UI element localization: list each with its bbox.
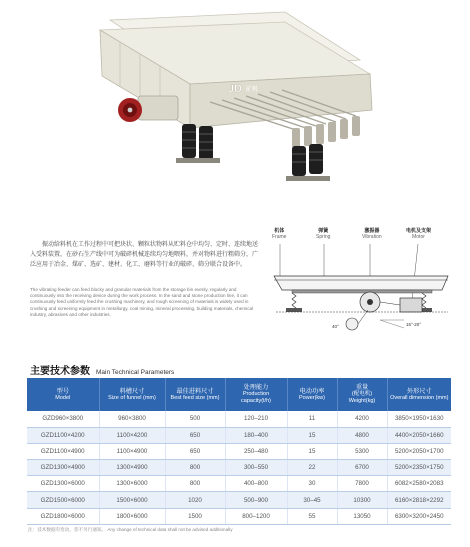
table-row — [27, 411, 451, 427]
part-label-motor: 电机及支架 Motor — [406, 228, 432, 240]
table-row — [27, 492, 451, 508]
cell-dimension: 5200×2350×1750 — [387, 460, 451, 476]
column-header-power: 电动功率 Power(kw) — [287, 378, 337, 411]
cell-weight: 10300 — [337, 492, 387, 508]
table-row — [27, 476, 451, 492]
part-label-spring: 弹簧 Spring — [316, 228, 331, 240]
part-label-frame: 机体 Frame — [272, 228, 287, 240]
cell-capacity: 500–900 — [225, 492, 287, 508]
photo-logo-text: JD — [228, 83, 243, 95]
cell-dimension: 6300×3200×2450 — [387, 508, 451, 524]
cell-funnel-size: 1100×4900 — [99, 443, 165, 459]
table-row — [27, 443, 451, 459]
params-title-chinese: 主要技术参数 — [30, 366, 90, 377]
cell-power: 15 — [287, 443, 337, 459]
specification-table — [27, 378, 451, 525]
column-header-dimension: 外形尺寸 Overall dimension (mm) — [387, 378, 451, 411]
angle-label: 15°-20° — [406, 322, 422, 327]
structure-diagram — [272, 228, 452, 346]
cell-power: 30–45 — [287, 492, 337, 508]
table-row — [27, 427, 451, 443]
cell-weight: 5300 — [337, 443, 387, 459]
cell-model: GZD960×3800 — [27, 411, 99, 427]
column-header-model: 型号 Model — [27, 378, 99, 411]
cell-funnel-size: 960×3800 — [99, 411, 165, 427]
cell-capacity: 250–480 — [225, 443, 287, 459]
cell-feed-size: 500 — [165, 411, 225, 427]
footnote: 注：技术数据有变动，恕不另行通知。 Any change of technical data shall not be advised additionally — [28, 527, 233, 532]
cell-feed-size: 800 — [165, 476, 225, 492]
cell-feed-size: 800 — [165, 460, 225, 476]
photo-brand-text: 矿机 — [246, 86, 259, 93]
cell-feed-size: 1020 — [165, 492, 225, 508]
cell-capacity: 180–400 — [225, 427, 287, 443]
cell-power: 11 — [287, 411, 337, 427]
table-header-row — [27, 378, 451, 411]
description-english: The vibrating feeder can feed blocky and granular materials from the storage bin evenly, regularly and continuously into the receiving device during the work process. In the sand and stone production line, it can continuously feed uniformly feed the crushing machinery, and rough screening of materials is widely used in crushing and screening equipment in metallurgy, coal mining, mineral processing, building materials, chemical industry, abrasives and other industries. — [30, 287, 254, 317]
cell-weight: 6700 — [337, 460, 387, 476]
cell-funnel-size: 1300×6000 — [99, 476, 165, 492]
cell-weight: 7800 — [337, 476, 387, 492]
table-row — [27, 460, 451, 476]
cell-model: GZD1100×4200 — [27, 427, 99, 443]
product-photo — [60, 6, 400, 206]
cell-model: GZD1100×4900 — [27, 443, 99, 459]
cell-capacity: 120–210 — [225, 411, 287, 427]
cell-dimension: 4400×2050×1660 — [387, 427, 451, 443]
cell-funnel-size: 1300×4900 — [99, 460, 165, 476]
cell-model: GZD1500×6000 — [27, 492, 99, 508]
cell-feed-size: 650 — [165, 443, 225, 459]
cell-model: GZD1300×4900 — [27, 460, 99, 476]
description-chinese: 振动给料机在工作过程中可把块状、颗粒状物料从贮料仓中均匀、定时、连续地送入受料装置，在砂石生产线中可为破碎机械连续均匀地喂料，并对物料进行粗筛分，广泛应用于冶金、煤矿、选矿、建材、化工、磨料等行业的破碎、筛分联合设备中。 — [30, 242, 259, 268]
cell-feed-size: 1500 — [165, 508, 225, 524]
params-title-english: Main Technical Parameters — [96, 369, 175, 376]
cell-dimension: 6160×2818×2292 — [387, 492, 451, 508]
cell-dimension: 3850×1950×1630 — [387, 411, 451, 427]
cell-funnel-size: 1500×6000 — [99, 492, 165, 508]
cell-weight: 13050 — [337, 508, 387, 524]
column-header-funnel-size: 料槽尺寸 Size of funnel (mm) — [99, 378, 165, 411]
cell-capacity: 400–800 — [225, 476, 287, 492]
cell-feed-size: 650 — [165, 427, 225, 443]
table-row — [27, 508, 451, 524]
cell-capacity: 800–1200 — [225, 508, 287, 524]
dimension-label: 40° — [332, 324, 339, 329]
column-header-weight: 重量 (配电机) Weight(kg) — [337, 378, 387, 411]
cell-power: 15 — [287, 427, 337, 443]
column-header-feed-size: 最佳进料尺寸 Best feed size (mm) — [165, 378, 225, 411]
part-label-vibration: 激振器 Vibration — [362, 228, 382, 240]
params-heading — [30, 362, 174, 376]
cell-funnel-size: 1800×6000 — [99, 508, 165, 524]
cell-dimension: 5200×2050×1700 — [387, 443, 451, 459]
column-header-capacity: 处理能力 Production capacity(t/h) — [225, 378, 287, 411]
cell-power: 55 — [287, 508, 337, 524]
cell-capacity: 300–550 — [225, 460, 287, 476]
cell-power: 22 — [287, 460, 337, 476]
cell-model: GZD1300×6000 — [27, 476, 99, 492]
cell-power: 30 — [287, 476, 337, 492]
cell-model: GZD1800×6000 — [27, 508, 99, 524]
cell-dimension: 6082×2580×2083 — [387, 476, 451, 492]
cell-weight: 4800 — [337, 427, 387, 443]
cell-funnel-size: 1100×4200 — [99, 427, 165, 443]
cell-weight: 4200 — [337, 411, 387, 427]
